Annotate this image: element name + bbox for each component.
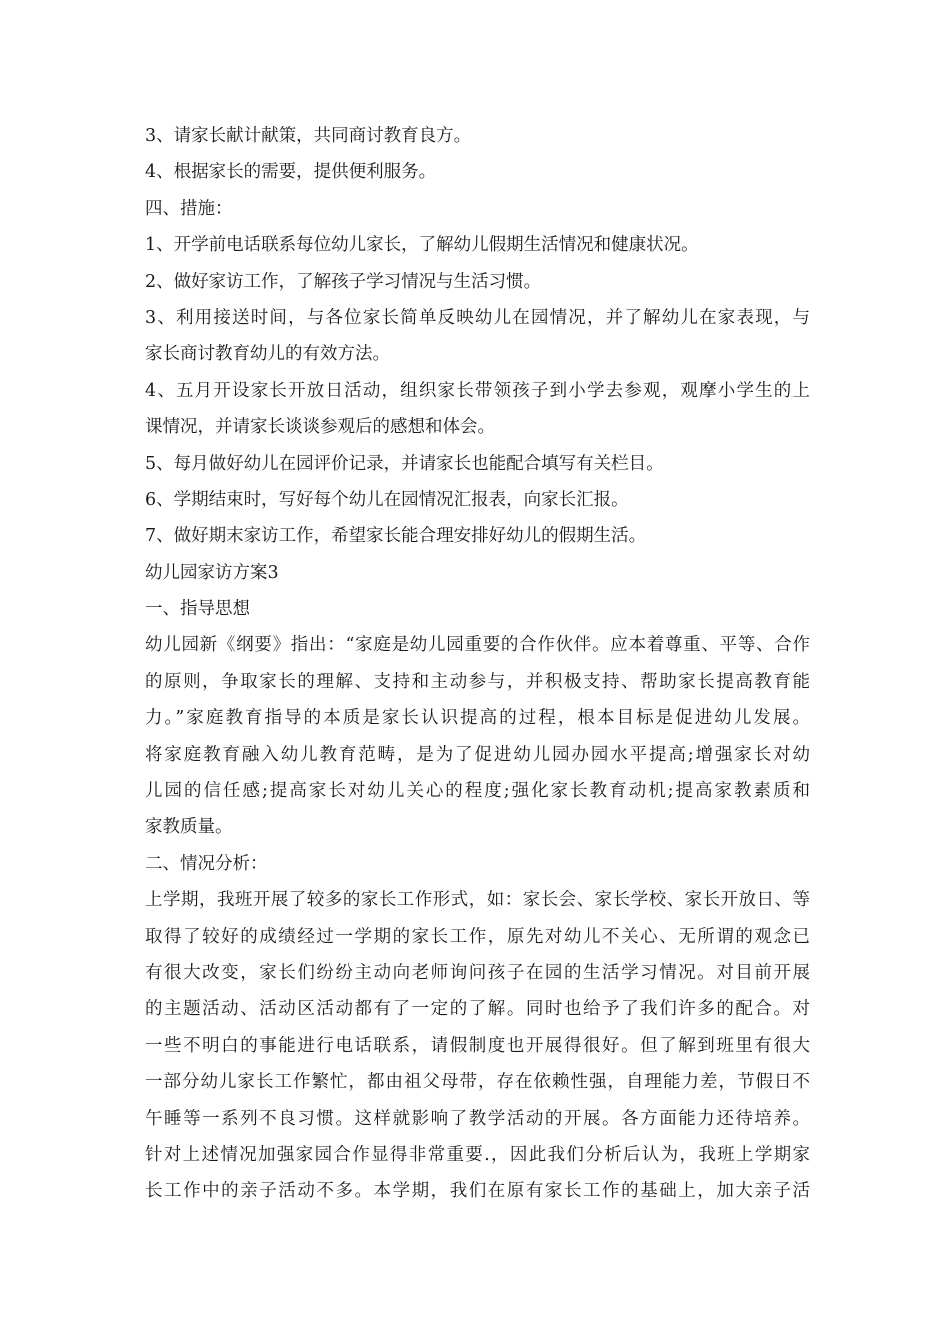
document-body xyxy=(145,118,810,1210)
text-line: 5、每月做好幼儿在园评价记录，并请家长也能配合填写有关栏目。 xyxy=(145,453,664,474)
text-line: 午睡等一系列不良习惯。这样就影响了教学活动的开展。各方面能力还待培养。 xyxy=(145,1108,810,1129)
text-line: 家长商讨教育幼儿的有效方法。 xyxy=(145,344,390,365)
text-line: 7、做好期末家访工作，希望家长能合理安排好幼儿的假期生活。 xyxy=(145,526,647,547)
text-line: 针对上述情况加强家园合作显得非常重要.，因此我们分析后认为，我班上学期家 xyxy=(145,1144,810,1165)
text-line: 一、指导思想 xyxy=(145,599,250,620)
text-line: 儿园的信任感;提高家长对幼儿关心的程度;强化家长教育动机;提高家教素质和 xyxy=(145,781,810,802)
text-line: 课情况，并请家长谈谈参观后的感想和体会。 xyxy=(145,417,495,438)
text-line: 取得了较好的成绩经过一学期的家长工作，原先对幼儿不关心、无所谓的观念已 xyxy=(145,926,810,947)
text-line: 1、开学前电话联系每位幼儿家长，了解幼儿假期生活情况和健康状况。 xyxy=(145,235,699,256)
text-line: 力。”家庭教育指导的本质是家长认识提高的过程，根本目标是促进幼儿发展。 xyxy=(145,708,810,729)
text-line: 家教质量。 xyxy=(145,817,233,838)
text-line: 2、做好家访工作，了解孩子学习情况与生活习惯。 xyxy=(145,271,542,292)
text-line: 4、五月开设家长开放日活动，组织家长带领孩子到小学去参观，观摩小学生的上 xyxy=(145,380,810,401)
text-line: 将家庭教育融入幼儿教育范畴，是为了促进幼儿园办园水平提高;增强家长对幼 xyxy=(145,744,810,765)
text-line: 4、根据家长的需要，提供便利服务。 xyxy=(145,162,437,183)
text-line: 长工作中的亲子活动不多。本学期，我们在原有家长工作的基础上，加大亲子活 xyxy=(145,1181,810,1202)
text-line: 的主题活动、活动区活动都有了一定的了解。同时也给予了我们许多的配合。对 xyxy=(145,999,810,1020)
text-line: 上学期，我班开展了较多的家长工作形式，如：家长会、家长学校、家长开放日、等 xyxy=(145,890,810,911)
text-line: 的原则，争取家长的理解、支持和主动参与，并积极支持、帮助家长提高教育能 xyxy=(145,671,810,692)
text-line: 幼儿园家访方案3 xyxy=(145,562,279,583)
text-line: 一些不明白的事能进行电话联系，请假制度也开展得很好。但了解到班里有很大 xyxy=(145,1035,810,1056)
text-line: 3、请家长献计献策，共同商讨教育良方。 xyxy=(145,126,472,146)
text-line: 幼儿园新《纲要》指出：“家庭是幼儿园重要的合作伙伴。应本着尊重、平等、合作 xyxy=(145,635,810,656)
text-line: 3、利用接送时间，与各位家长简单反映幼儿在园情况，并了解幼儿在家表现，与 xyxy=(145,307,810,328)
text-line: 二、情况分析： xyxy=(145,853,268,874)
text-line: 有很大改变，家长们纷纷主动向老师询问孩子在园的生活学习情况。对目前开展 xyxy=(145,962,810,983)
text-line: 6、学期结束时，写好每个幼儿在园情况汇报表，向家长汇报。 xyxy=(145,489,629,510)
text-line: 四、措施： xyxy=(145,198,233,219)
text-line: 一部分幼儿家长工作繁忙，都由祖父母带，存在依赖性强，自理能力差，节假日不 xyxy=(145,1072,810,1093)
